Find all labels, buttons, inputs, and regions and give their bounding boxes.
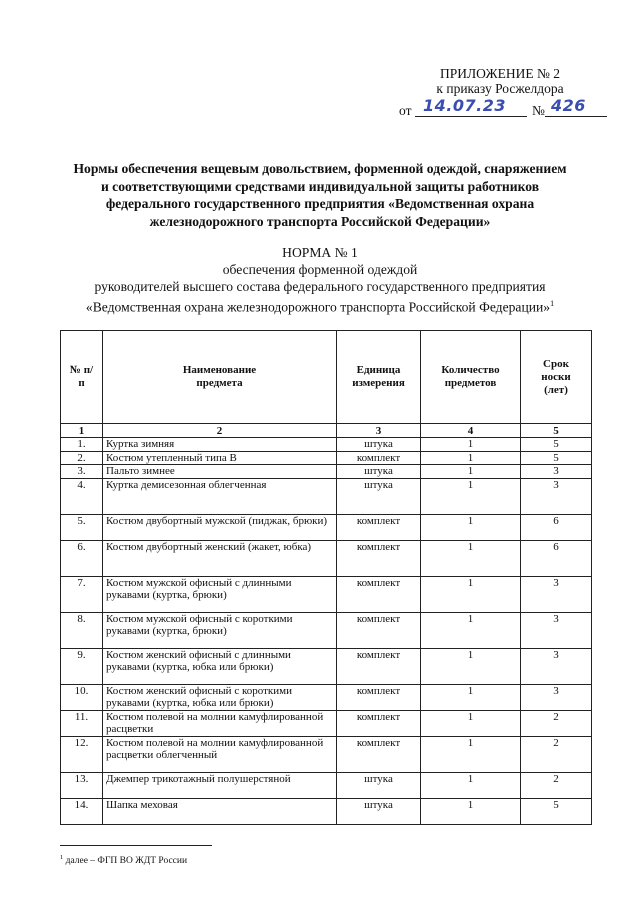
header-text: (лет) bbox=[544, 383, 568, 396]
order-date-label: от bbox=[399, 103, 412, 118]
order-number-handwritten: 426 bbox=[551, 96, 586, 115]
item-quantity: 1 bbox=[421, 451, 521, 465]
item-quantity: 1 bbox=[421, 798, 521, 824]
norm-line-with-footnote bbox=[46, 295, 594, 316]
column-number-row bbox=[61, 424, 592, 438]
header-text: Наименование bbox=[182, 364, 257, 376]
order-reference-line bbox=[399, 96, 607, 118]
item-term: 6 bbox=[521, 514, 592, 540]
table-row bbox=[61, 772, 592, 798]
row-number: 4. bbox=[61, 478, 103, 514]
table-row bbox=[61, 478, 592, 514]
item-name: Костюм утепленный типа В bbox=[103, 451, 337, 465]
item-unit: комплект bbox=[337, 684, 421, 710]
item-name: Костюм женский офисный с длинными рукавами (куртка, юбка или брюки) bbox=[103, 648, 337, 684]
norm-line: руководителей высшего состава федерального государственного предприятия bbox=[94, 279, 546, 294]
header-text: предмета bbox=[196, 377, 243, 389]
item-term: 2 bbox=[521, 736, 592, 772]
table-row bbox=[61, 710, 592, 736]
item-quantity: 1 bbox=[421, 514, 521, 540]
row-number: 1. bbox=[61, 438, 103, 452]
norm-line: обеспечения форменной одеждой bbox=[222, 262, 418, 277]
item-term: 3 bbox=[521, 612, 592, 648]
column-number: 2 bbox=[103, 424, 337, 438]
item-term: 2 bbox=[521, 772, 592, 798]
row-number: 5. bbox=[61, 514, 103, 540]
footnote-text: далее – ФГП ВО ЖДТ России bbox=[63, 856, 188, 867]
order-number-underline bbox=[545, 116, 607, 117]
item-term: 5 bbox=[521, 798, 592, 824]
item-name: Костюм женский офисный с короткими рукавами (куртка, юбка или брюки) bbox=[103, 684, 337, 710]
title-line: и соответствующими средствами индивидуальной защиты работников bbox=[100, 178, 540, 194]
table-row bbox=[61, 736, 592, 772]
item-quantity: 1 bbox=[421, 540, 521, 576]
item-unit: комплект bbox=[337, 736, 421, 772]
appendix-title: ПРИЛОЖЕНИЕ № 2 bbox=[439, 66, 561, 81]
item-quantity: 1 bbox=[421, 684, 521, 710]
item-name: Пальто зимнее bbox=[103, 465, 337, 479]
item-unit: комплект bbox=[337, 514, 421, 540]
table-row bbox=[61, 684, 592, 710]
table-row bbox=[61, 648, 592, 684]
item-unit: штука bbox=[337, 798, 421, 824]
title-line: железнодорожного транспорта Российской Федерации» bbox=[149, 213, 491, 229]
column-number: 3 bbox=[337, 424, 421, 438]
item-term: 3 bbox=[521, 465, 592, 479]
appendix-header bbox=[400, 66, 600, 96]
table-header-row bbox=[61, 331, 592, 424]
header-text: предметов bbox=[444, 377, 497, 389]
row-number: 8. bbox=[61, 612, 103, 648]
item-term: 6 bbox=[521, 540, 592, 576]
header-text: Количество bbox=[441, 364, 500, 376]
item-term: 3 bbox=[521, 576, 592, 612]
table-row bbox=[61, 612, 592, 648]
item-term: 3 bbox=[521, 478, 592, 514]
item-term: 3 bbox=[521, 684, 592, 710]
item-name: Джемпер трикотажный полушерстяной bbox=[103, 772, 337, 798]
footnote-marker: 1 bbox=[60, 854, 64, 861]
order-date-handwritten: 14.07.23 bbox=[423, 96, 506, 115]
header-number bbox=[61, 331, 103, 424]
item-unit: штука bbox=[337, 438, 421, 452]
footnote bbox=[60, 854, 187, 866]
item-quantity: 1 bbox=[421, 576, 521, 612]
item-unit: комплект bbox=[337, 540, 421, 576]
item-unit: штука bbox=[337, 465, 421, 479]
items-table bbox=[60, 330, 592, 825]
row-number: 13. bbox=[61, 772, 103, 798]
item-name: Костюм двубортный женский (жакет, юбка) bbox=[103, 540, 337, 576]
header-quantity bbox=[421, 331, 521, 424]
header-text: п bbox=[78, 377, 85, 389]
row-number: 7. bbox=[61, 576, 103, 612]
header-text: Единица bbox=[356, 364, 401, 376]
item-name: Куртка зимняя bbox=[103, 438, 337, 452]
table-row bbox=[61, 576, 592, 612]
appendix-subtitle: к приказу Росжелдора bbox=[436, 81, 564, 96]
document-title bbox=[46, 160, 594, 230]
header-text: Срок bbox=[543, 357, 569, 370]
footnote-marker: 1 bbox=[550, 299, 555, 308]
column-number: 1 bbox=[61, 424, 103, 438]
item-name: Костюм полевой на молнии камуфлированной расцветки облегченный bbox=[103, 736, 337, 772]
item-name: Костюм мужской офисный с короткими рукавами (куртка, брюки) bbox=[103, 612, 337, 648]
row-number: 10. bbox=[61, 684, 103, 710]
table-row bbox=[61, 465, 592, 479]
header-text: № п/ bbox=[69, 364, 94, 376]
item-term: 5 bbox=[521, 438, 592, 452]
norm-line: «Ведомственная охрана железнодорожного транспорта Российской Федерации» bbox=[85, 299, 551, 315]
header-unit bbox=[337, 331, 421, 424]
row-number: 6. bbox=[61, 540, 103, 576]
row-number: 2. bbox=[61, 451, 103, 465]
item-name: Шапка меховая bbox=[103, 798, 337, 824]
item-term: 5 bbox=[521, 451, 592, 465]
row-number: 11. bbox=[61, 710, 103, 736]
row-number: 12. bbox=[61, 736, 103, 772]
item-term: 2 bbox=[521, 710, 592, 736]
item-term: 3 bbox=[521, 648, 592, 684]
row-number: 9. bbox=[61, 648, 103, 684]
item-name: Костюм полевой на молнии камуфлированной расцветки bbox=[103, 710, 337, 736]
item-quantity: 1 bbox=[421, 478, 521, 514]
item-unit: штука bbox=[337, 772, 421, 798]
title-line: федерального государственного предприятия «Ведомственная охрана bbox=[105, 196, 535, 211]
row-number: 3. bbox=[61, 465, 103, 479]
norm-heading bbox=[46, 244, 594, 316]
item-unit: комплект bbox=[337, 710, 421, 736]
item-name: Куртка демисезонная облегченная bbox=[103, 478, 337, 514]
item-unit: комплект bbox=[337, 451, 421, 465]
item-quantity: 1 bbox=[421, 465, 521, 479]
item-name: Костюм двубортный мужской (пиджак, брюки) bbox=[103, 514, 337, 540]
column-number: 4 bbox=[421, 424, 521, 438]
column-number: 5 bbox=[521, 424, 592, 438]
order-number-label: № bbox=[532, 103, 545, 118]
item-quantity: 1 bbox=[421, 772, 521, 798]
item-quantity: 1 bbox=[421, 612, 521, 648]
table-row bbox=[61, 514, 592, 540]
item-quantity: 1 bbox=[421, 648, 521, 684]
item-unit: комплект bbox=[337, 576, 421, 612]
item-unit: комплект bbox=[337, 612, 421, 648]
item-quantity: 1 bbox=[421, 710, 521, 736]
order-date-underline bbox=[415, 116, 527, 117]
item-unit: штука bbox=[337, 478, 421, 514]
row-number: 14. bbox=[61, 798, 103, 824]
table-row bbox=[61, 451, 592, 465]
table-row bbox=[61, 798, 592, 824]
item-quantity: 1 bbox=[421, 736, 521, 772]
title-line: Нормы обеспечения вещевым довольствием, форменной одеждой, снаряжением bbox=[73, 161, 567, 176]
item-unit: комплект bbox=[337, 648, 421, 684]
footnote-divider bbox=[60, 845, 212, 846]
item-name: Костюм мужской офисный с длинными рукавами (куртка, брюки) bbox=[103, 576, 337, 612]
norm-number: НОРМА № 1 bbox=[282, 245, 358, 260]
item-quantity: 1 bbox=[421, 438, 521, 452]
header-item-name bbox=[103, 331, 337, 424]
table-row bbox=[61, 540, 592, 576]
table-row bbox=[61, 438, 592, 452]
header-text: носки bbox=[541, 370, 571, 383]
header-text: измерения bbox=[352, 377, 405, 389]
header-wear-term bbox=[521, 331, 592, 424]
